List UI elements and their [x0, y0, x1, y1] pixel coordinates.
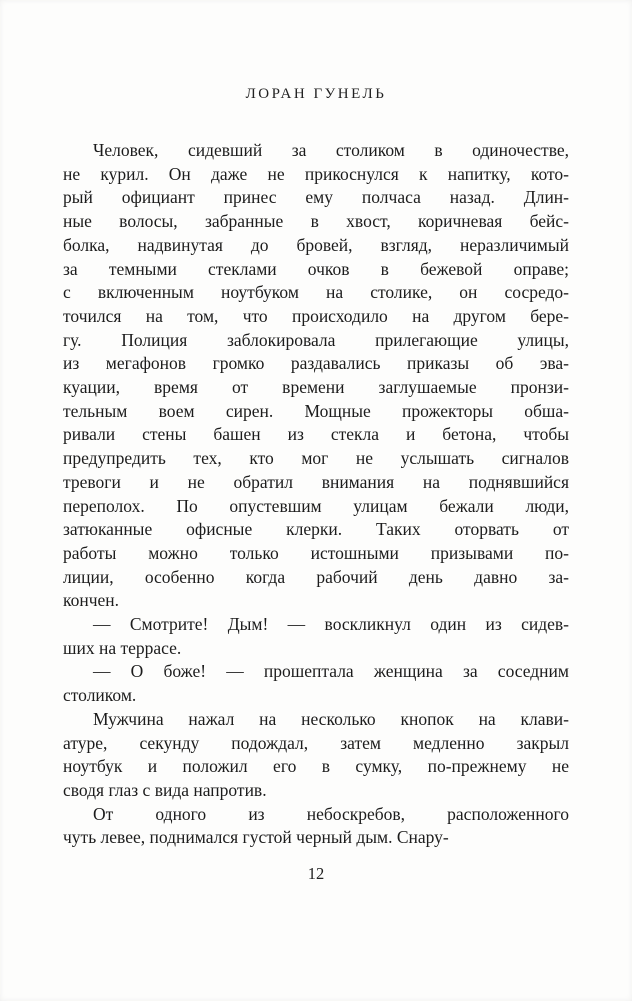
running-title: ЛОРАН ГУНЕЛЬ [245, 86, 387, 102]
text-line: От одного из небоскребов, расположенного [93, 803, 569, 824]
text-line: рый официант принес ему полчаса назад. Длин- [63, 187, 569, 208]
text-line: атуре, секунду подождал, затем медленно закрыл [63, 732, 569, 753]
text-line: ные волосы, забранные в хвост, коричневая бейс- [63, 211, 569, 232]
text-line: предупредить тех, кто мог не услышать сигналов [63, 448, 569, 469]
text-body [63, 139, 569, 850]
paragraph [63, 139, 569, 613]
text-line: Человек, сидевший за столиком в одиночестве, [93, 140, 569, 160]
text-line: ших на террасе. [63, 637, 182, 658]
paragraph [63, 660, 569, 707]
text-line: гу. Полиция заблокировала прилегающие улицы, [63, 329, 569, 350]
text-line: — Смотрите! Дым! — воскликнул один из сидев- [93, 614, 569, 635]
paragraph [63, 708, 569, 803]
text-line: чуть левее, поднимался густой черный дым. Снару- [63, 827, 449, 848]
text-line: тревоги и не обратил внимания на поднявшийся [63, 471, 569, 492]
text-line: из мегафонов громко раздавались приказы об эва- [63, 353, 569, 374]
text-line: ривали стены башен из стекла и бетона, чтобы [63, 424, 569, 445]
text-line: за темными стеклами очков в бежевой оправе; [63, 258, 569, 279]
paragraph [63, 613, 569, 660]
text-line: — О боже! — прошептала женщина за соседним [93, 661, 569, 682]
text-line: лиции, особенно когда рабочий день давно за- [63, 566, 569, 587]
text-line: столиком. [63, 685, 137, 706]
page-number: 12 [307, 864, 325, 883]
text-line: переполох. По опустевшим улицам бежали люди, [63, 495, 569, 516]
text-line: кончен. [63, 590, 120, 611]
text-line: куации, время от времени заглушаемые пронзи- [63, 377, 569, 398]
text-line: работы можно только истошными призывами по- [63, 542, 569, 563]
paragraph [63, 803, 569, 850]
text-line: болка, надвинутая до бровей, взгляд, неразличимый [63, 234, 569, 255]
text-line: точился на том, что происходило на другом бере- [63, 305, 569, 326]
text-line: тельным воем сирен. Мощные прожекторы обша- [63, 400, 569, 421]
text-line: сводя глаз с вида напротив. [63, 779, 267, 800]
text-line: с включенным ноутбуком на столике, он сосредо- [63, 282, 569, 303]
text-line: Мужчина нажал на несколько кнопок на клави- [93, 708, 569, 729]
text-line: не курил. Он даже не прикоснулся к напитку, кото- [63, 163, 569, 184]
text-line: затюканные офисные клерки. Таких оторвать от [63, 519, 569, 540]
text-line: ноутбук и положил его в сумку, по-прежнему не [63, 756, 569, 777]
